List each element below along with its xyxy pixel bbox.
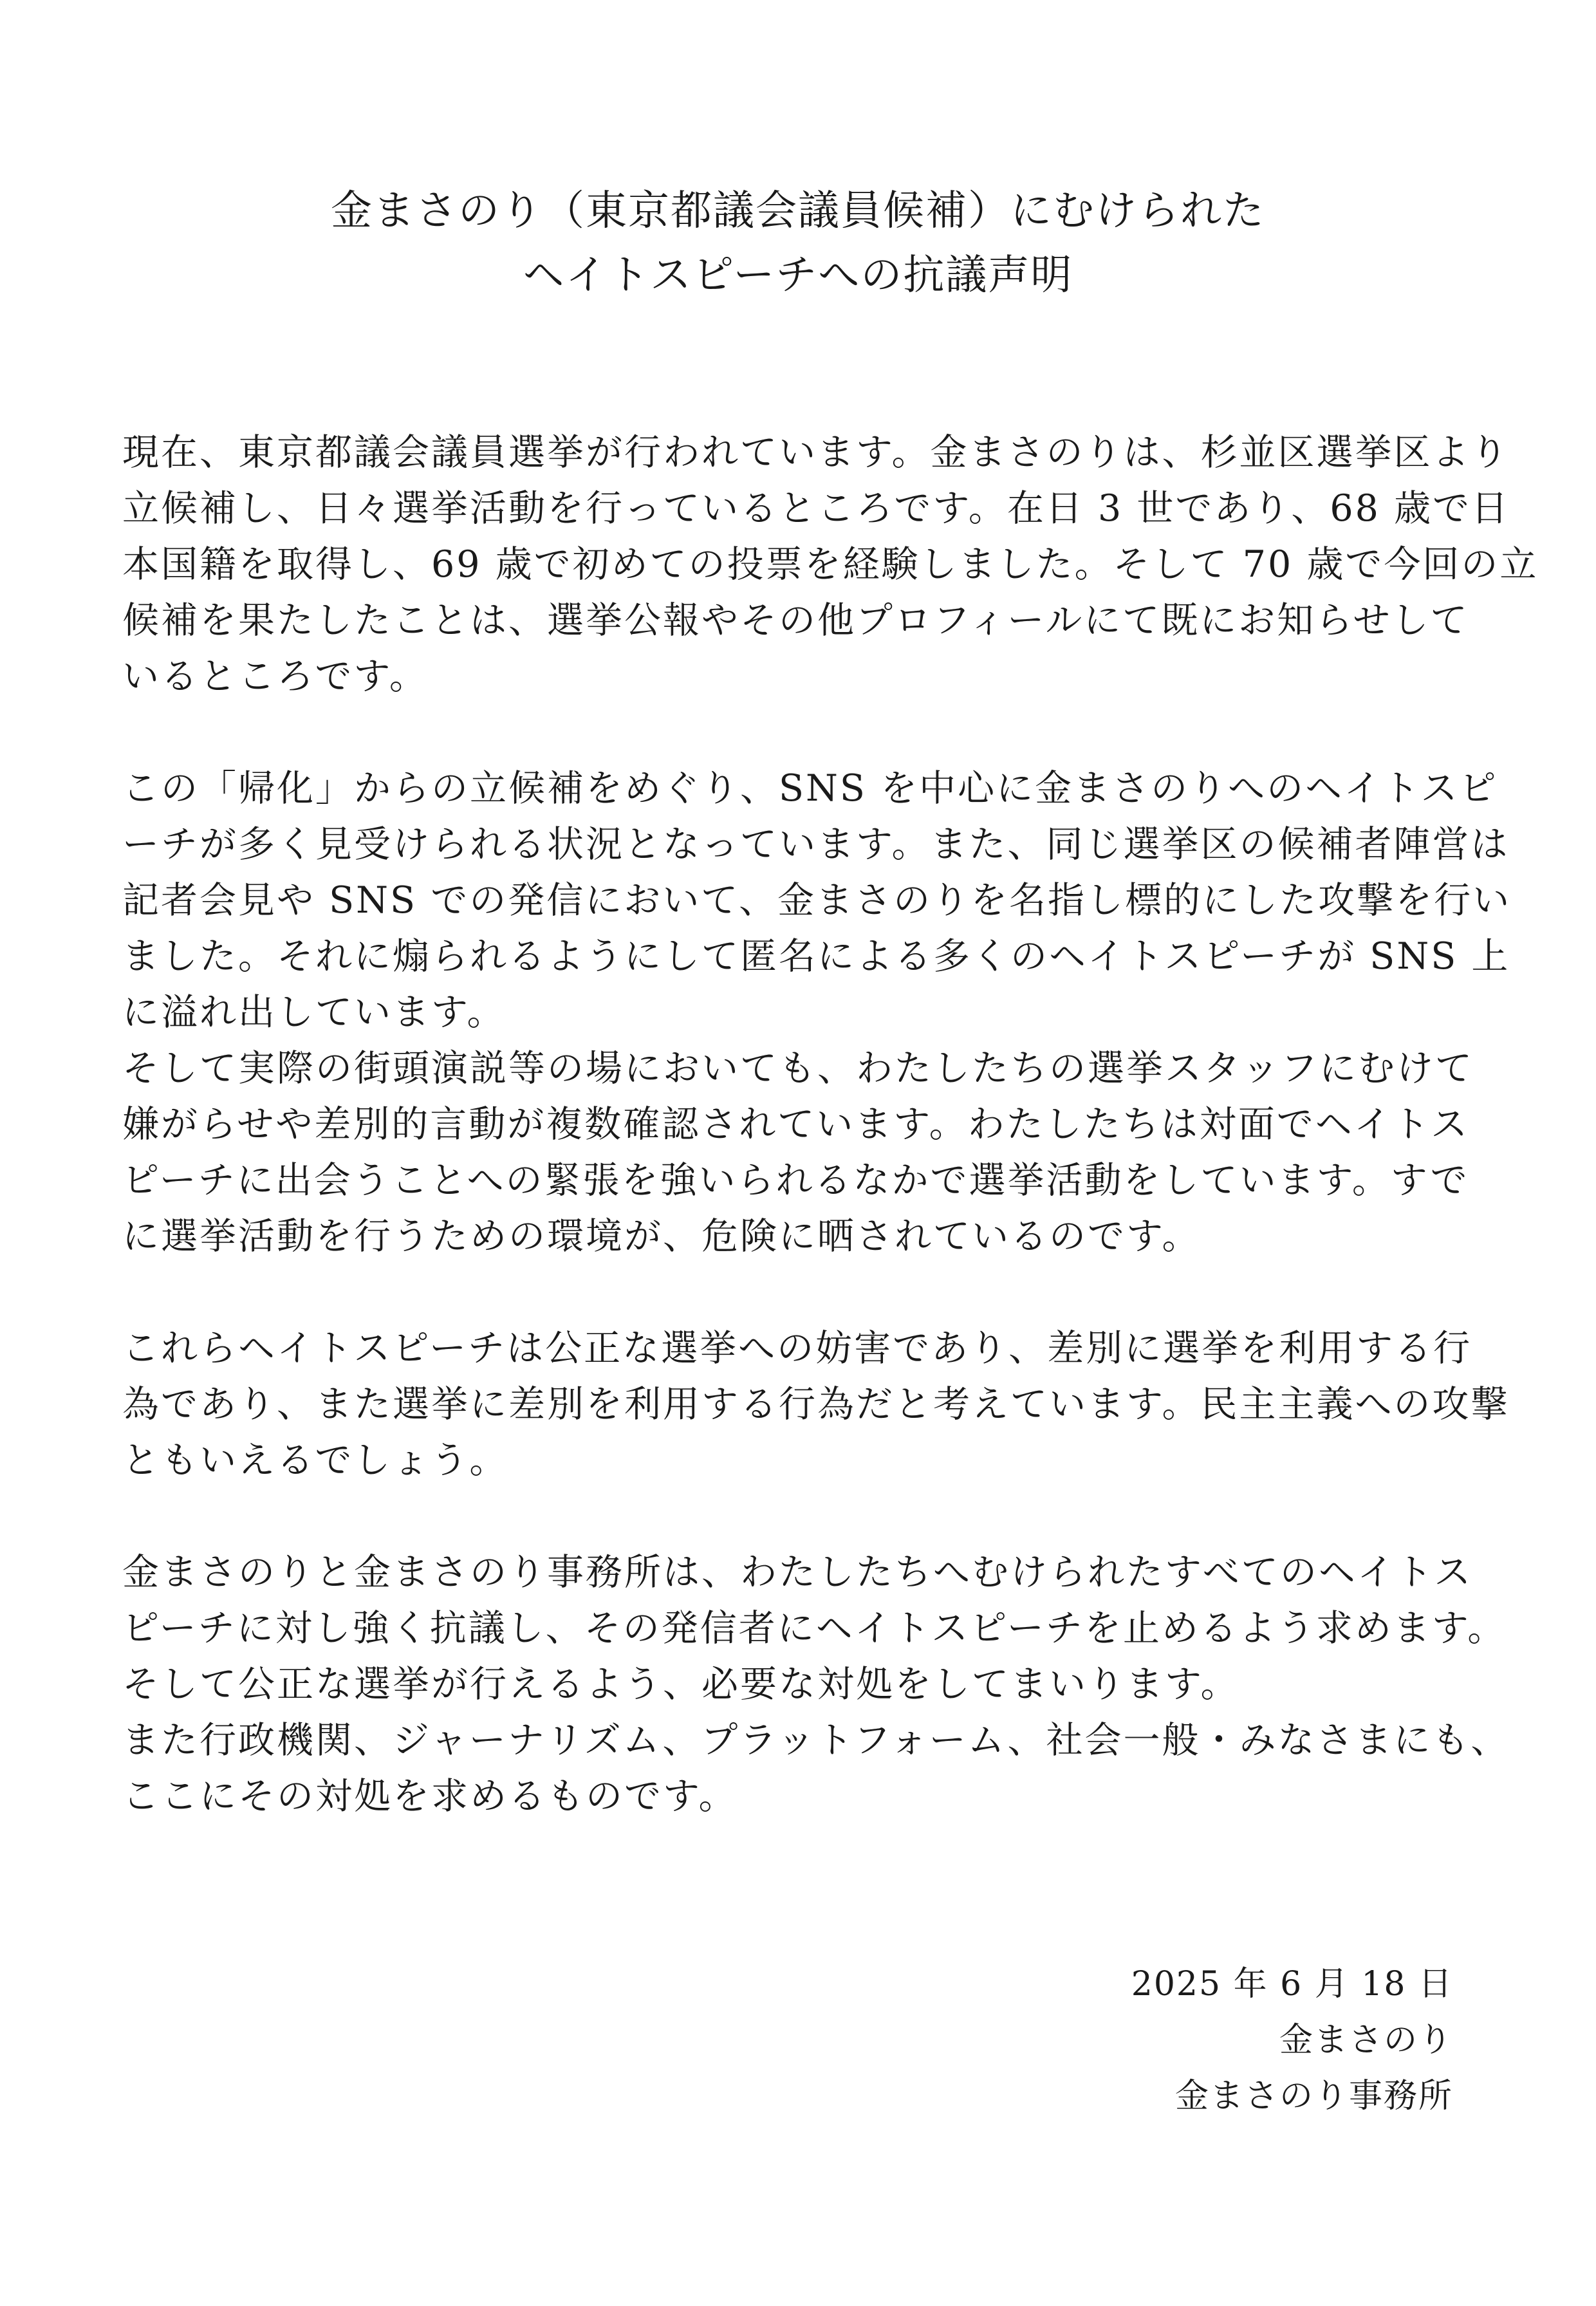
paragraph-spacer: [122, 705, 1480, 761]
title-line-2: ヘイトスピーチへの抗議声明: [523, 252, 1073, 299]
paragraph-line: そして実際の街頭演説等の場においても、わたしたちの選挙スタッフにむけて: [122, 1047, 1474, 1090]
paragraph-line: 嫌がらせや差別的言動が複数確認されています。わたしたちは対面でヘイトス: [122, 1103, 1470, 1146]
paragraph-line: ともいえるでしょう。: [122, 1439, 508, 1482]
paragraph-spacer: [122, 1265, 1480, 1321]
paragraph-line: ーチが多く見受けられる状況となっています。また、同じ選挙区の候補者陣営は: [122, 823, 1510, 866]
paragraph-2: [122, 761, 1512, 1265]
paragraph-3: [122, 1321, 1510, 1489]
paragraph-line: に選挙活動を行うための環境が、危険に晒されているのです。: [122, 1215, 1201, 1258]
statement-body: [122, 425, 1539, 1825]
paragraph-1: [122, 425, 1539, 705]
paragraph-line: 候補を果たしたことは、選挙公報やその他プロフィールにて既にお知らせして: [122, 599, 1469, 642]
paragraph-line: 本国籍を取得し、69 歳で初めての投票を経験しました。そして 70 歳で今回の立: [122, 543, 1539, 586]
statement-date: 2025 年 6 月 18 日: [1131, 1965, 1453, 2004]
signature-block: [1131, 1957, 1453, 2125]
title-line-1: 金まさのり（東京都議会議員候補）にむけられた: [331, 187, 1265, 235]
paragraph-line: そして公正な選挙が行えるよう、必要な対処をしてまいります。: [122, 1663, 1239, 1706]
paragraph-line: 現在、東京都議会議員選挙が行われています。金まさのりは、杉並区選挙区より: [122, 431, 1510, 474]
paragraph-line: いるところです。: [122, 655, 428, 698]
paragraph-line: に溢れ出しています。: [122, 991, 506, 1034]
signatory-office: 金まさのり事務所: [1174, 2077, 1453, 2115]
paragraph-line: ピーチに出会うことへの緊張を強いられるなかで選挙活動をしています。すで: [122, 1159, 1469, 1202]
paragraph-line: また行政機関、ジャーナリズム、プラットフォーム、社会一般・みなさまにも、: [122, 1719, 1510, 1762]
signatory-name: 金まさのり: [1279, 2021, 1453, 2060]
paragraph-line: これらヘイトスピーチは公正な選挙への妨害であり、差別に選挙を利用する行: [122, 1327, 1472, 1370]
paragraph-line: 金まさのりと金まさのり事務所は、わたしたちへむけられたすべてのヘイトス: [122, 1551, 1473, 1594]
paragraph-line: 立候補し、日々選挙活動を行っているところです。在日 3 世であり、68 歳で日: [122, 487, 1510, 530]
paragraph-4: [122, 1545, 1510, 1825]
paragraph-line: ここにその対処を求めるものです。: [122, 1775, 738, 1818]
paragraph-line: 記者会見や SNS での発信において、金まさのりを名指し標的にした攻撃を行い: [122, 879, 1512, 922]
paragraph-line: ピーチに対し強く抗議し、その発信者にヘイトスピーチを止めるよう求めます。: [122, 1607, 1507, 1650]
paragraph-spacer: [122, 1489, 1480, 1545]
paragraph-line: 為であり、また選挙に差別を利用する行為だと考えています。民主主義への攻撃: [122, 1383, 1510, 1426]
document-title: [0, 179, 1596, 308]
paragraph-line: ました。それに煽られるようにして匿名による多くのヘイトスピーチが SNS 上: [122, 935, 1510, 978]
paragraph-line: この「帰化」からの立候補をめぐり、SNS を中心に金まさのりへのヘイトスピ: [122, 767, 1498, 810]
